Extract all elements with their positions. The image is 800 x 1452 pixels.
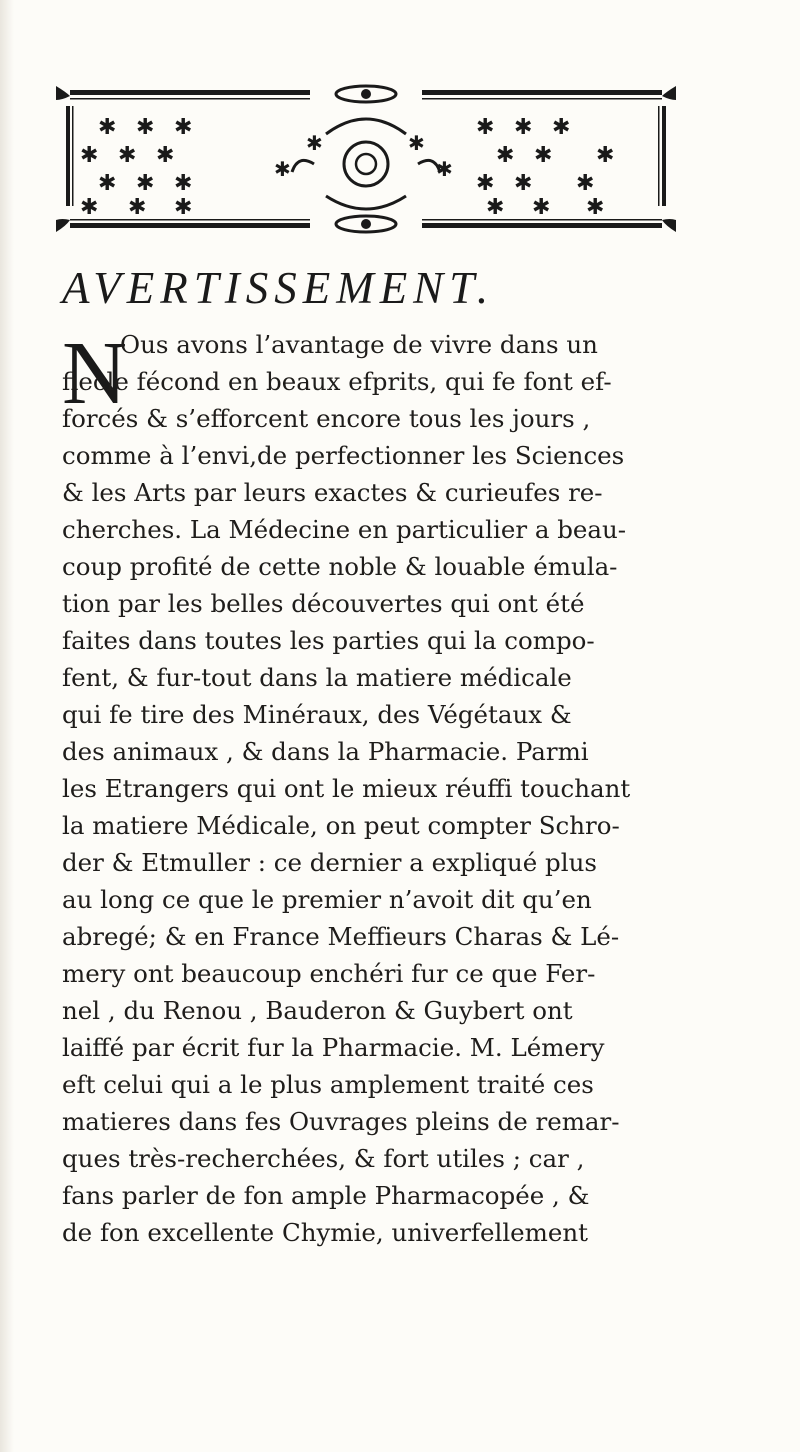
text-line: qui fe tire des Minéraux, des Végétaux & — [62, 700, 572, 729]
svg-text:✱: ✱ — [80, 195, 99, 220]
svg-text:✱: ✱ — [174, 171, 193, 196]
text-line: tion par les belles découvertes qui ont été — [62, 589, 585, 618]
svg-text:✱: ✱ — [136, 171, 155, 196]
svg-text:✱: ✱ — [534, 143, 553, 168]
svg-text:✱: ✱ — [98, 115, 117, 140]
svg-text:✱: ✱ — [532, 195, 551, 220]
text-line: fans parler de fon ample Pharmacopée , & — [62, 1181, 590, 1210]
svg-text:✱: ✱ — [156, 143, 175, 168]
text-line: laiffé par écrit fur la Pharmacie. M. Lémery — [62, 1033, 605, 1062]
text-line: les Etrangers qui ont le mieux réuffi touchant — [62, 774, 631, 803]
svg-text:✱: ✱ — [306, 131, 323, 155]
text-line: nel , du Renou , Bauderon & Guybert ont — [62, 996, 573, 1025]
text-line: ques très-recherchées, & fort utiles ; car , — [62, 1144, 585, 1173]
svg-text:✱: ✱ — [436, 157, 453, 181]
text-line: de fon excellente Chymie, univerfellement — [62, 1218, 589, 1247]
text-line: eft celui qui a le plus amplement traité ces — [62, 1070, 594, 1099]
svg-text:✱: ✱ — [174, 195, 193, 220]
text-line: des animaux , & dans la Pharmacie. Parmi — [62, 737, 589, 766]
page-gutter-shadow — [0, 0, 14, 1452]
text-line: forcés & s’efforcent encore tous les jours , — [62, 404, 591, 433]
text-line: der & Etmuller : ce dernier a expliqué plus — [62, 848, 597, 877]
text-line: comme à l’envi,de perfectionner les Sciences — [62, 441, 625, 470]
svg-text:✱: ✱ — [586, 195, 605, 220]
svg-text:✱: ✱ — [80, 143, 99, 168]
svg-text:✱: ✱ — [476, 115, 495, 140]
svg-text:✱: ✱ — [98, 171, 117, 196]
svg-text:✱: ✱ — [174, 115, 193, 140]
text-line: au long ce que le premier n’avoit dit qu’en — [62, 885, 592, 914]
drop-cap: N — [62, 324, 127, 423]
text-line: cherches. La Médecine en particulier a beau- — [62, 515, 627, 544]
text-line: Ous avons l’avantage de vivre dans un — [120, 330, 598, 359]
text-line: fent, & fur-tout dans la matiere médicale — [62, 663, 572, 692]
text-line: matieres dans fes Ouvrages pleins de remar- — [62, 1107, 620, 1136]
svg-text:✱: ✱ — [118, 143, 137, 168]
svg-text:✱: ✱ — [128, 195, 147, 220]
svg-text:✱: ✱ — [514, 115, 533, 140]
svg-text:✱: ✱ — [496, 143, 515, 168]
page-title: AVERTISSEMENT. — [62, 263, 495, 313]
svg-text:✱: ✱ — [486, 195, 505, 220]
text-line: mery ont beaucoup enchéri fur ce que Fer- — [62, 959, 596, 988]
svg-text:✱: ✱ — [514, 171, 533, 196]
text-line: & les Arts par leurs exactes & curieufes re- — [62, 478, 603, 507]
svg-text:✱: ✱ — [136, 115, 155, 140]
headpiece-ornament — [56, 84, 676, 234]
svg-text:✱: ✱ — [576, 171, 595, 196]
svg-text:✱: ✱ — [274, 157, 291, 181]
text-line: coup profité de cette noble & louable émula- — [62, 552, 618, 581]
svg-text:✱: ✱ — [596, 143, 615, 168]
text-line: abregé; & en France Meffieurs Charas & Lé- — [62, 922, 620, 951]
text-line: fiecle fécond en beaux efprits, qui fe font ef- — [62, 367, 612, 396]
text-line: la matiere Médicale, on peut compter Schro- — [62, 811, 620, 840]
svg-text:✱: ✱ — [476, 171, 495, 196]
text-line: faites dans toutes les parties qui la compo- — [62, 626, 595, 655]
svg-text:✱: ✱ — [552, 115, 571, 140]
svg-text:✱: ✱ — [408, 131, 425, 155]
